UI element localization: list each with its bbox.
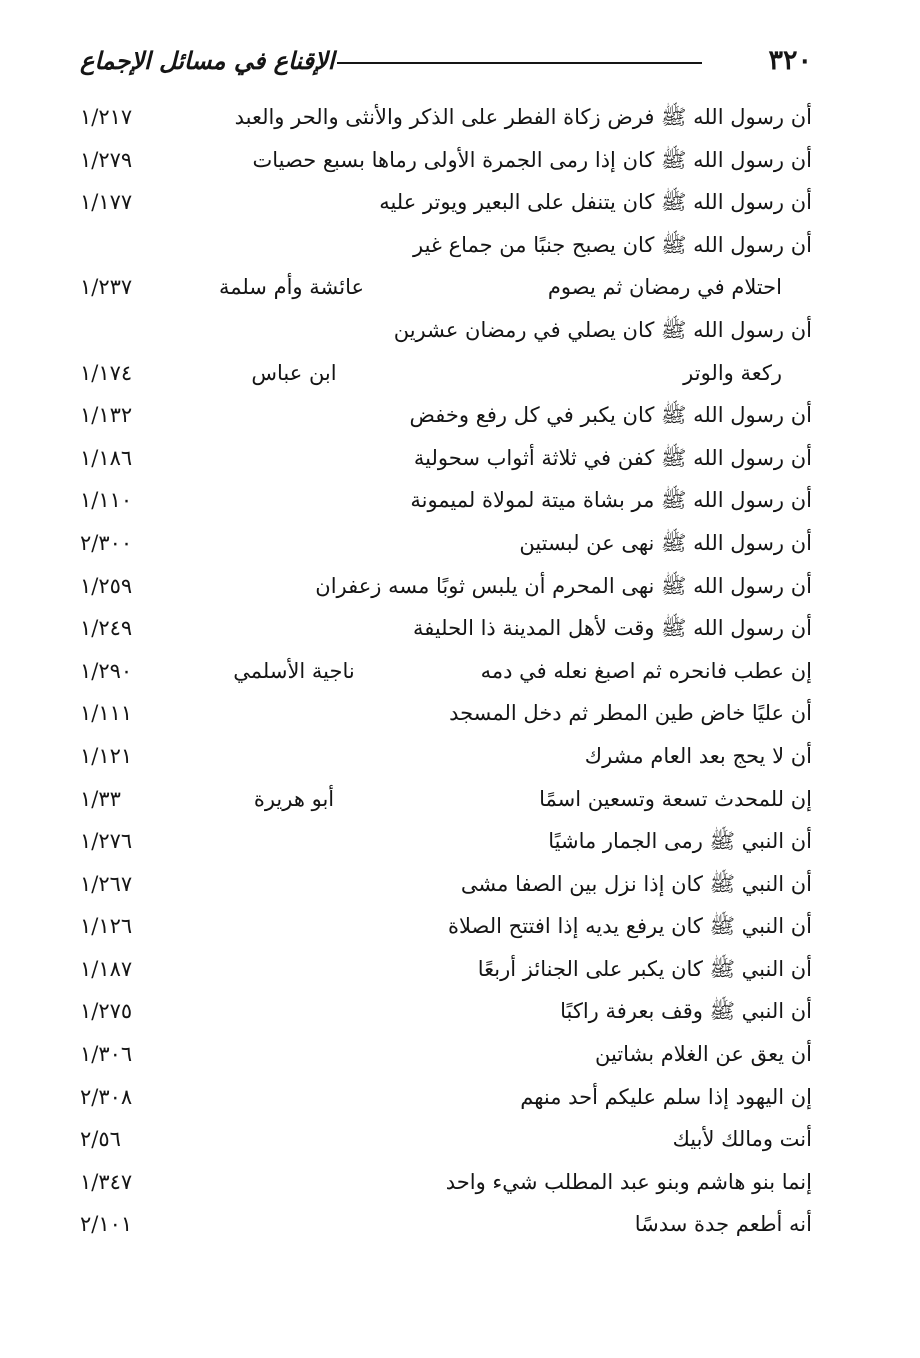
hadith-text: أن لا يحج بعد العام مشرك [584,743,812,768]
hadith-index-list [80,96,812,1246]
hadith-text-continuation: ركعة والوتر [683,360,782,385]
narrator-name: ناجية الأسلمي [233,658,355,683]
hadith-text: أن رسول الله ﷺ كان يكبر في كل رفع وخفض [409,403,812,428]
index-entry-row [80,139,812,182]
hadith-text: أن النبي ﷺ رمى الجمار ماشيًا [548,829,812,854]
page-reference: ١/٢٧٦ [80,829,133,854]
page-reference: ١/٢٩٠ [80,658,133,683]
page-reference: ١/١٢٦ [80,914,133,939]
page-reference: ١/١٨٧ [80,956,133,981]
page-reference: ١/١١٠ [80,488,133,513]
page-reference: ١/٢٤٩ [80,616,133,641]
index-entry-row [80,778,812,821]
index-entry-row [80,266,812,309]
page-reference: ١/٢٦٧ [80,871,133,896]
page-reference: ١/٢٣٧ [80,275,133,300]
index-entry-row [80,820,812,863]
hadith-text: أن رسول الله ﷺ كفن في ثلاثة أثواب سحولية [413,445,812,470]
index-entry-row [80,181,812,224]
index-entry-row [80,1033,812,1076]
hadith-text: أن النبي ﷺ كان يرفع يديه إذا افتتح الصلاة [448,914,812,939]
hadith-text: أن رسول الله ﷺ كان يصبح جنبًا من جماع غير [413,232,812,257]
hadith-text: أن رسول الله ﷺ كان يصلي في رمضان عشرين [393,317,812,342]
index-entry-row [80,650,812,693]
page-reference: ٢/٣٠٠ [80,530,133,555]
hadith-text: إن للمحدث تسعة وتسعين اسمًا [539,786,812,811]
hadith-text: أن رسول الله ﷺ كان يتنفل على البعير ويوتر عليه [379,190,812,215]
page-reference: ١/٢٧٥ [80,999,133,1024]
page-reference: ٢/١٠١ [80,1212,133,1237]
index-entry-row [80,437,812,480]
index-entry-row [80,863,812,906]
page-reference: ٢/٣٠٨ [80,1084,133,1109]
page-reference: ٢/٥٦ [80,1127,121,1152]
index-entry-row [80,692,812,735]
index-entry-row [80,1161,812,1204]
page-reference: ١/١٧٧ [80,190,133,215]
hadith-text: إن اليهود إذا سلم عليكم أحد منهم [520,1084,812,1109]
page-reference: ١/١٧٤ [80,360,133,385]
hadith-text: أن رسول الله ﷺ فرض زكاة الفطر على الذكر والأنثى والحر والعبد [234,105,812,129]
hadith-text: أن رسول الله ﷺ نهى عن لبستين [519,530,812,555]
page-reference: ١/٢١٧ [80,105,133,129]
page-reference: ١/٣٤٧ [80,1169,133,1194]
index-entry-row [80,1118,812,1161]
page-reference: ١/١٣٢ [80,403,133,428]
index-entry-row [80,394,812,437]
narrator-name: عائشة وأم سلمة [218,275,364,300]
hadith-text: أن النبي ﷺ وقف بعرفة راكبًا [560,999,812,1024]
page-reference: ١/٣٠٦ [80,1042,133,1067]
hadith-text: أن رسول الله ﷺ وقت لأهل المدينة ذا الحليفة [412,616,812,641]
narrator-name: ابن عباس [251,360,337,385]
page-reference: ١/٢٧٩ [80,147,133,172]
index-entry-row [80,479,812,522]
index-entry-row [80,522,812,565]
hadith-text: أن رسول الله ﷺ كان إذا رمى الجمرة الأولى رماها بسبع حصيات [252,147,812,172]
index-entry-row [80,735,812,778]
narrator-name: أبو هريرة [253,786,335,811]
hadith-text: إنما بنو هاشم وبنو عبد المطلب شيء واحد [445,1169,812,1194]
index-entry-row [80,1076,812,1119]
page-reference: ١/١١١ [80,701,133,726]
book-title: الإقناع في مسائل الإجماع [80,46,335,75]
hadith-text: أن النبي ﷺ كان إذا نزل بين الصفا مشى [460,871,812,896]
page-reference: ١/١٢١ [80,743,133,768]
hadith-text: أن يعق عن الغلام بشاتين [594,1042,812,1067]
index-entry-row [80,96,812,139]
hadith-text-continuation: احتلام في رمضان ثم يصوم [547,275,782,300]
index-entry-row [80,990,812,1033]
index-entry-row [80,607,812,650]
page-reference: ١/٣٣ [80,786,121,811]
index-entry-row [80,224,812,267]
index-entry-row [80,905,812,948]
header-rule [337,62,702,64]
index-entry-row [80,565,812,608]
hadith-text: أنت ومالك لأبيك [672,1127,812,1152]
hadith-text: أن رسول الله ﷺ نهى المحرم أن يلبس ثوبًا مسه زعفران [315,573,812,598]
hadith-text: إن عطب فانحره ثم اصبغ نعله في دمه [480,658,812,683]
hadith-text: أن عليًا خاض طين المطر ثم دخل المسجد [449,701,812,726]
index-entry-row [80,948,812,991]
page-number: ٣٢٠ [768,45,812,76]
hadith-text: أن النبي ﷺ كان يكبر على الجنائز أربعًا [477,956,812,981]
hadith-text: أنه أطعم جدة سدسًا [634,1212,812,1237]
page-header [80,38,812,84]
page-reference: ١/١٨٦ [80,445,133,470]
index-entry-row [80,309,812,352]
page-reference: ١/٢٥٩ [80,573,133,598]
hadith-text: أن رسول الله ﷺ مر بشاة ميتة لمولاة لميمونة [410,488,812,513]
index-entry-row [80,352,812,395]
index-entry-row [80,1203,812,1246]
